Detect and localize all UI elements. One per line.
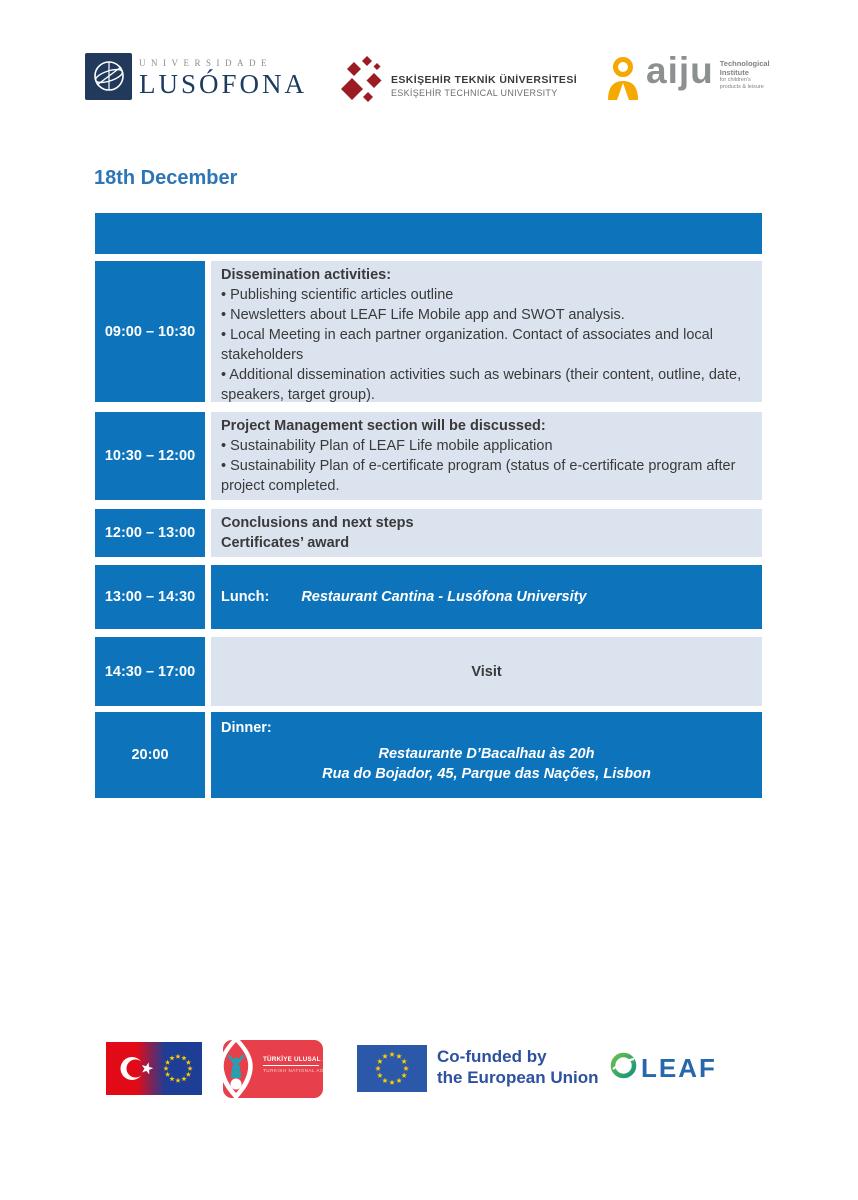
aiju-figure-icon bbox=[606, 56, 640, 107]
lunch-label: Lunch: bbox=[221, 589, 270, 605]
turkish-national-agency-logo bbox=[223, 1040, 347, 1098]
aiju-tagline-2: Institute bbox=[719, 67, 749, 77]
time-cell: 13:00 – 14:30 bbox=[95, 565, 205, 629]
lunch-cell bbox=[211, 565, 762, 629]
dinner-address: Rua do Bojador, 45, Parque das Nações, Lisbon bbox=[322, 766, 651, 782]
activity-title: Project Management section will be discussed: bbox=[221, 418, 546, 434]
bullet-item: • Publishing scientific articles outline bbox=[221, 287, 454, 303]
activity-title: Dissemination activities: bbox=[221, 267, 392, 283]
leaf-swirl-icon bbox=[610, 1052, 637, 1084]
lusofona-wordmark: LUSÓFONA bbox=[139, 69, 308, 99]
table-row bbox=[95, 712, 762, 798]
turkey-eu-flag-icon bbox=[106, 1042, 202, 1100]
leaf-logo bbox=[610, 1052, 717, 1084]
tua-subtitle: TURKISH NATIONAL AGENCY bbox=[263, 1068, 339, 1073]
cofunded-text bbox=[437, 1046, 599, 1088]
dinner-cell bbox=[211, 712, 762, 798]
table-row bbox=[95, 565, 762, 629]
time-cell: 10:30 – 12:00 bbox=[95, 412, 205, 500]
table-row bbox=[95, 637, 762, 706]
visit-cell bbox=[211, 637, 762, 706]
activity-line: Certificates’ award bbox=[221, 535, 350, 551]
aiju-wordmark: aiju bbox=[646, 50, 714, 91]
bullet-item: • Additional dissemination activities such as webinars (their content, outline, date, speakers, target group). bbox=[221, 367, 742, 403]
tulip-icon bbox=[213, 1034, 259, 1107]
dinner-venue: Restaurante D’Bacalhau às 20h bbox=[378, 746, 595, 762]
activity-cell bbox=[211, 412, 762, 500]
activity-cell bbox=[211, 261, 762, 402]
agenda-table bbox=[95, 213, 762, 798]
header-logos bbox=[0, 48, 858, 118]
dinner-label: Dinner: bbox=[221, 720, 272, 736]
aiju-tagline-3: for children's bbox=[719, 77, 751, 83]
time-cell: 14:30 – 17:00 bbox=[95, 637, 205, 706]
estu-name-tr: ESKİŞEHİR TEKNİK ÜNİVERSİTESİ bbox=[391, 73, 578, 86]
aiju-tagline-4: products & leisure bbox=[719, 83, 764, 90]
bullet-item: • Sustainability Plan of e-certificate program (status of e-certificate program after project completed. bbox=[221, 458, 736, 494]
tua-title: TÜRKİYE ULUSAL AJANSI bbox=[263, 1056, 319, 1066]
estu-diamond-icon bbox=[340, 54, 382, 117]
armillary-sphere-icon bbox=[85, 53, 132, 105]
aiju-logo bbox=[606, 50, 770, 107]
time-cell: 12:00 – 13:00 bbox=[95, 509, 205, 557]
eskisehir-technical-university-logo bbox=[340, 54, 577, 117]
aiju-tagline-1: Technological bbox=[719, 59, 770, 68]
lusofona-logo bbox=[85, 53, 307, 105]
page-title: 18th December bbox=[94, 167, 238, 189]
bullet-item: • Sustainability Plan of LEAF Life mobile application bbox=[221, 438, 553, 454]
bullet-item: • Newsletters about LEAF Life Mobile app and SWOT analysis. bbox=[221, 307, 625, 323]
time-cell: 09:00 – 10:30 bbox=[95, 261, 205, 402]
bullet-item: • Local Meeting in each partner organization. Contact of associates and local stakeholders bbox=[221, 327, 713, 363]
lunch-venue: Restaurant Cantina - Lusófona University bbox=[301, 589, 587, 605]
table-row bbox=[95, 509, 762, 557]
time-cell: 20:00 bbox=[95, 712, 205, 798]
footer-logos bbox=[0, 1036, 858, 1116]
leaf-wordmark: LEAF bbox=[641, 1053, 717, 1083]
lusofona-universidade-text: UNIVERSIDADE bbox=[139, 58, 272, 68]
table-row bbox=[95, 261, 762, 402]
eu-flag-icon bbox=[357, 1045, 427, 1097]
estu-name-en: ESKİŞEHİR TECHNICAL UNIVERSITY bbox=[391, 87, 558, 98]
activity-cell bbox=[211, 509, 762, 557]
table-row bbox=[95, 412, 762, 500]
table-header-bar bbox=[95, 213, 762, 254]
activity-line: Conclusions and next steps bbox=[221, 515, 414, 531]
cofunded-line2: the European Union bbox=[437, 1068, 599, 1087]
visit-label: Visit bbox=[471, 663, 502, 680]
cofunded-line1: Co-funded by bbox=[437, 1047, 547, 1066]
